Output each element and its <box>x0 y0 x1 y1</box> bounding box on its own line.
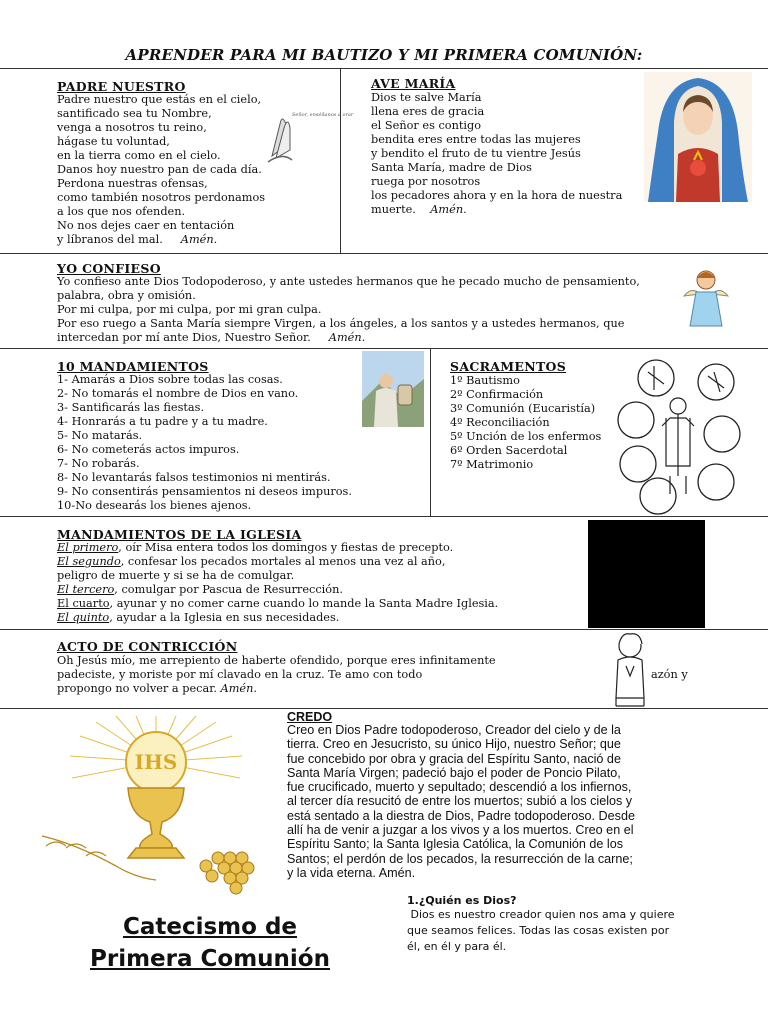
column-divider <box>340 68 341 253</box>
divider <box>0 708 768 709</box>
acto-contriccion-text: Oh Jesús mío, me arrepiento de haberte ofendido, porque eres infinitamente padeciste, y moriste por mí clavado en la cruz. Te amo con todo propongo no volver a pecar. Amén. <box>57 654 496 695</box>
mandamientos-heading: 10 MANDAMIENTOS <box>57 359 209 374</box>
sacramentos-heading: SACRAMENTOS <box>450 359 567 374</box>
divider <box>0 629 768 630</box>
divider <box>0 348 768 349</box>
divider <box>0 253 768 254</box>
moses-tablets-image <box>362 351 424 427</box>
question-answer: Dios es nuestro creador quien nos ama y quiere que seamos felices. Todas las cosas existen por él, en él y para él. <box>407 908 675 953</box>
divider <box>0 516 768 517</box>
page-title: APRENDER PARA MI BAUTIZO Y MI PRIMERA COMUNIÓN: <box>125 46 643 64</box>
black-box <box>588 520 705 628</box>
divider <box>0 68 768 69</box>
catecismo-title-line2: Primera Comunión <box>90 946 330 972</box>
credo-heading: CREDO <box>287 710 333 724</box>
praying-hands-caption: Señor, enséñanos a orar <box>292 112 354 118</box>
sacraments-illustration <box>614 356 742 516</box>
praying-hands-image <box>262 104 354 164</box>
mandamientos-iglesia-list: El primero, oír Misa entera todos los domingos y fiestas de precepto. El segundo, confesar los pecados mortales al menos una vez al año, peligro de muerte y si se ha de comulgar. El tercero, comulgar por Pascua de Resurrección. El cuarto, ayunar y no comer carne cuando lo mande la Santa Madre Iglesia. El quinto, ayudar a la Iglesia en sus necesidades. <box>57 541 499 624</box>
catecismo-title-line1: Catecismo de <box>122 914 298 940</box>
angel-image <box>680 266 732 330</box>
virgin-mary-image <box>644 72 752 202</box>
acto-contriccion-heading: ACTO DE CONTRICCIÓN <box>57 639 238 654</box>
chalice-host-illustration <box>36 716 282 902</box>
host-letters: IHS <box>134 750 178 774</box>
padre-nuestro-heading: PADRE NUESTRO <box>57 79 186 94</box>
ave-maria-heading: AVE MARÍA <box>371 76 456 91</box>
yo-confieso-text: Yo confieso ante Dios Todopoderoso, y ante ustedes hermanos que he pecado mucho de pensamiento, palabra, obra y omisión. Por mi culpa, por mi culpa, por mi gran culpa. Por eso ruego a Santa María siempre Virgen, a los ángeles, a los santos y a ustedes hermanos, que intercedan por mí ante Dios, Nuestro Señor. Amén. <box>57 275 640 344</box>
padre-nuestro-text: Padre nuestro que estás en el cielo, santificado sea tu Nombre, venga a nosotros tu reino, hágase tu voluntad, en la tierra como en el cielo. Danos hoy nuestro pan de cada día. Perdona nuestras ofensas, como también nosotros perdonamos a los que nos ofenden. No nos dejes caer en tentación y líbranos del mal. Amén. <box>57 93 266 246</box>
question-title: 1.¿Quién es Dios? <box>407 894 517 907</box>
ave-maria-text: Dios te salve María llena eres de gracia el Señor es contigo bendita eres entre todas las mujeres y bendito el fruto de tu vientre Jesús Santa María, madre de Dios ruega por nosotros los pecadores ahora y en la hora de nuestra muerte. Amén. <box>371 91 623 216</box>
column-divider <box>430 348 431 516</box>
acto-contriccion-fragment: azón y <box>651 668 688 681</box>
sacramentos-list: 1º Bautismo 2º Confirmación 3º Comunión (Eucaristía) 4º Reconciliación 5º Unción de los enfermos 6º Orden Sacerdotal 7º Matrimonio <box>450 374 602 471</box>
credo-text: Creo en Dios Padre todopoderoso, Creador del cielo y de la tierra. Creo en Jesucristo, su único Hijo, nuestro Señor; que fue concebido por obra y gracia del Espíritu Santo, nació de Santa María Virgen; padeció bajo el poder de Poncio Pilato, fue crucificado, muerto y sepultado; descendió a los infiernos, al tercer día resucitó de entre los muertos; subió a los cielos y está sentado a la diestra de Dios, Padre todopoderoso. Desde allí ha de venir a juzgar a los vivos y a los muertos. Creo en el Espíritu Santo; la Santa Iglesia Católica, la Comunión de los Santos; el perdón de los pecados, la resurrección de la carne; y la vida eterna. Amén. <box>287 723 635 880</box>
mandamientos-iglesia-heading: MANDAMIENTOS DE LA IGLESIA <box>57 527 302 542</box>
yo-confieso-heading: YO CONFIESO <box>57 261 161 276</box>
mandamientos-list: 1- Amarás a Dios sobre todas las cosas. 2- No tomarás el nombre de Dios en vano. 3- Santificarás las fiestas. 4- Honrarás a tu padre y a tu madre. 5- No matarás. 6- No cometerás actos impuros. 7- No robarás. 8- No levantarás falsos testimonios ni mentirás. 9- No consentirás pensamientos ni deseos impuros. 10-No desearás los bienes ajenos. <box>57 373 352 512</box>
praying-child-image <box>608 632 652 708</box>
